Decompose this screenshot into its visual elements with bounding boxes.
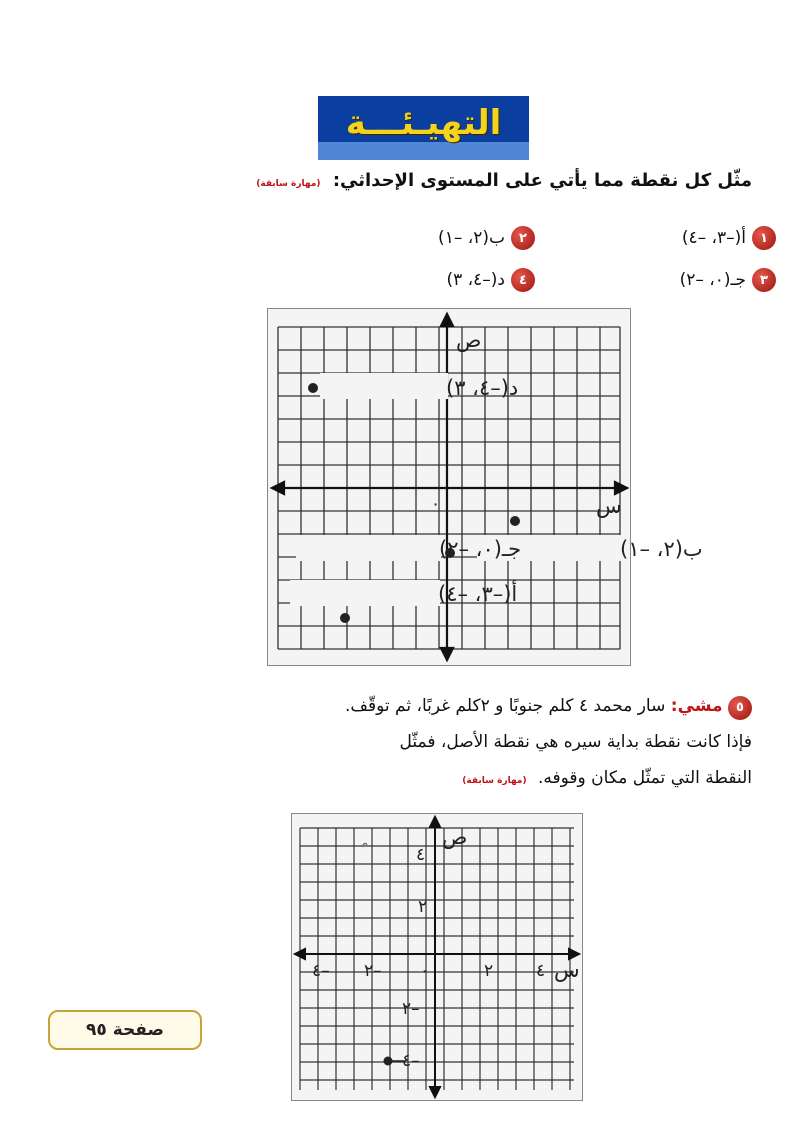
instruction-line [256, 170, 752, 191]
axes [295, 817, 579, 1097]
exercise-number: ١ [752, 226, 776, 250]
y-tick-label: ٢ [418, 897, 428, 917]
exercise-4 [446, 268, 535, 292]
problem-text-3: النقطة التي تمثّل مكان وقوفه. [538, 768, 752, 788]
point-b-label: ب(٢، –١) [620, 537, 703, 561]
exercise-2 [438, 226, 535, 250]
skill-badge: (مهارة سابقة) [462, 776, 527, 786]
problem-5-line-1 [282, 688, 752, 724]
grid-lines [300, 828, 574, 1090]
skill-badge: (مهارة سابقة) [256, 179, 321, 189]
problem-text-1: سار محمد ٤ كلم جنوبًا و ٢كلم غربًا، ثم توقّف. [344, 696, 666, 716]
y-tick-label: ٤ [416, 845, 426, 865]
section-title: التهيـئـــة [345, 103, 502, 143]
origin-label: ٠ [420, 961, 430, 981]
section-title-banner [318, 96, 529, 160]
coordinate-plane-2 [291, 813, 583, 1101]
x-tick-label: ٤– [312, 961, 330, 981]
exercise-number: ٤ [511, 268, 535, 292]
point-b [510, 516, 520, 526]
x-tick-label: ٤ [536, 961, 546, 981]
exercise-number: ٣ [752, 268, 776, 292]
exercise-text: ب(٢، –١) [438, 228, 505, 248]
problem-number: ٥ [728, 696, 752, 720]
problem-title: مشي: [670, 696, 723, 716]
exercise-text: جـ(٠، –٢) [679, 270, 746, 290]
exercise-3 [680, 268, 776, 292]
x-axis-label: س [596, 494, 622, 518]
y-tick-label: ٢– [402, 999, 420, 1019]
point-c-label: جـ(٠، –٢) [439, 537, 522, 561]
y-tick-label: ٤– [402, 1051, 420, 1071]
page-number-label: صفحة ٩٥ [48, 1010, 202, 1050]
origin-label: ٠ [431, 494, 441, 514]
y-axis-label: ص [456, 328, 482, 352]
y-axis-label: ص [442, 825, 468, 849]
x-axis-label: س [554, 958, 580, 982]
problem-5-line-3 [282, 760, 752, 799]
x-tick-label: ٢– [364, 961, 382, 981]
point-d [308, 383, 318, 393]
point-a [340, 613, 350, 623]
coordinate-plane-1 [267, 308, 703, 666]
point-a-label: أ(–٣، –٤) [438, 582, 518, 606]
problem-text-2: فإذا كانت نقطة بداية سيره هي نقطة الأصل، فمثّل [399, 732, 752, 752]
point-d-label: د(–٤، ٣) [446, 376, 519, 400]
exercise-1 [682, 226, 776, 250]
x-tick-label: ٢ [484, 961, 494, 981]
axes [272, 314, 627, 660]
problem-5 [282, 688, 752, 799]
instruction-text: مثّل كل نقطة مما يأتي على المستوى الإحداثي: [332, 170, 752, 191]
exercise-text: أ(–٣، –٤) [681, 228, 746, 248]
exercise-number: ٢ [511, 226, 535, 250]
exercise-text: د(–٤، ٣) [446, 270, 505, 290]
